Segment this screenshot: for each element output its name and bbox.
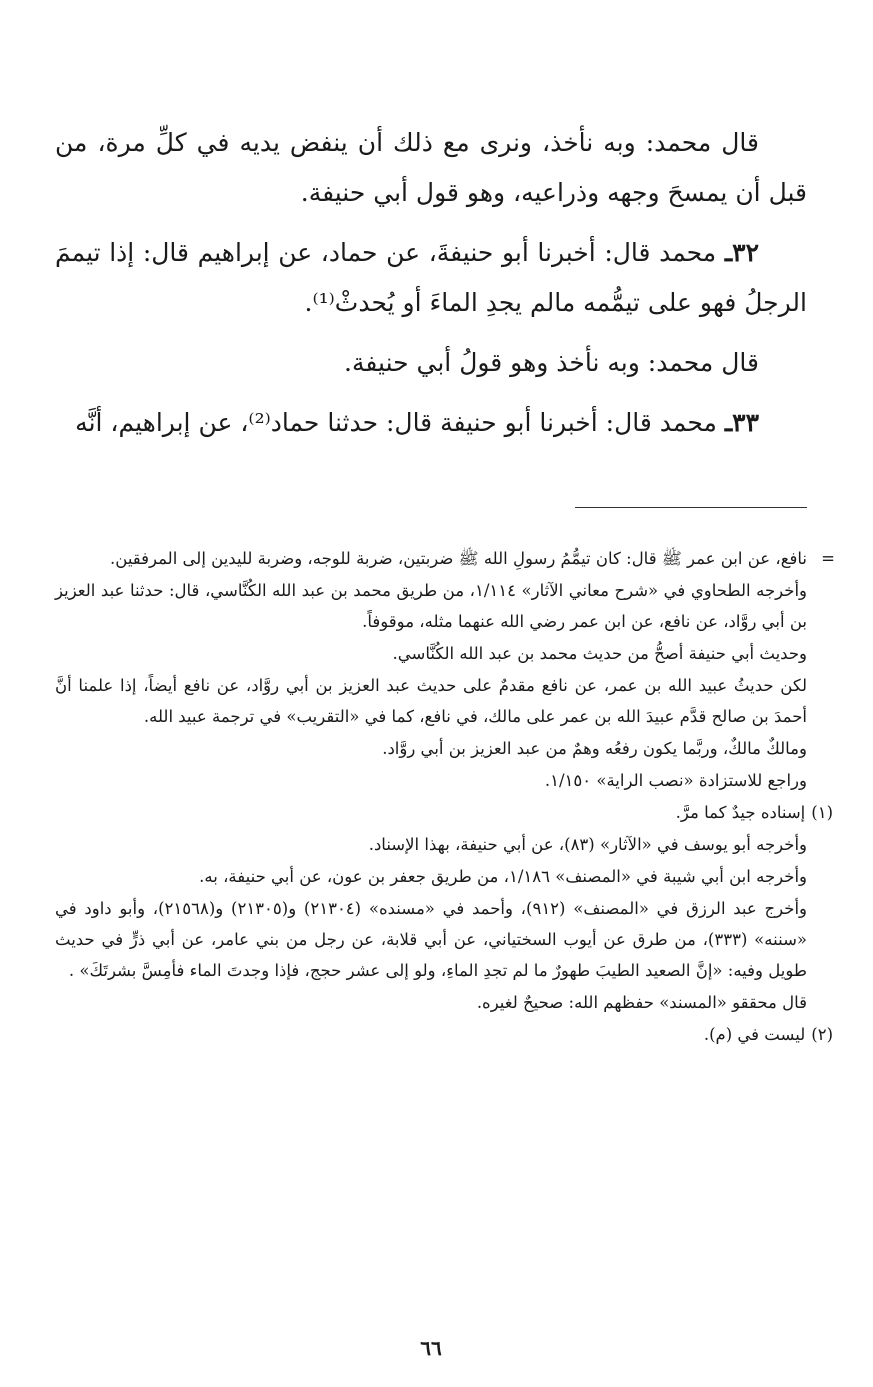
- footnote-line-3: وحديث أبي حنيفة أصحُّ من حديث محمد بن عبد الله الكُنَّاسي.: [392, 644, 807, 663]
- footnotes: [55, 543, 835, 1050]
- paragraph-4-text: محمد قال: أخبرنا أبو حنيفة قال: حدثنا حماد⁽²⁾، عن إبراهيم، أنَّه: [75, 408, 717, 437]
- paragraph-1: قال محمد: وبه نأخذ، ونرى مع ذلك أن ينفض يديه في كلِّ مرة، من قبل أن يمسحَ وجهه وذراعيه، وهو قول أبي حنيفة.: [55, 128, 807, 207]
- footnote-1-line-4: وأخرج عبد الرزق في «المصنف» (٩١٢)، وأحمد في «مسنده» (٢١٣٠٤) و(٢١٣٠٥) و(٢١٥٦٨)، وأبو داود في «سننه» (٣٣٣)، من طرق عن أيوب السختياني، عن أبي قلابة، عن رجل من بني عامر، عن أبي ذرٍّ في حديث طويل وفيه: «إنَّ الصعيد الطيبَ طهورٌ ما لم تجدِ الماءِ، ولو إلى عشر حجج، فإذا وجدتَ الماء فأمِسَّ بشرتَكَ» .: [55, 899, 808, 980]
- footnote-1-line-1: إسناده جيدٌ كما مرَّ.: [675, 803, 806, 822]
- main-text: [55, 118, 807, 448]
- footnote-1-marker: (١): [811, 803, 833, 822]
- footnote-line-5: ومالكٌ مالكٌ، وربَّما يكون رفعُه وهمٌ من عبد العزيز بن أبي روَّاد.: [382, 739, 807, 758]
- footnote-1-line-5: قال محققو «المسند» حفظهم الله: صحيحٌ لغيره.: [476, 993, 807, 1012]
- hadith-number-32: ٣٢ـ: [724, 238, 760, 267]
- footnote-separator: [575, 507, 807, 508]
- paragraph-2: [55, 228, 807, 328]
- paragraph-3: قال محمد: وبه نأخذ وهو قولُ أبي حنيفة.: [344, 348, 759, 377]
- hadith-number-33: ٣٣ـ: [724, 408, 759, 437]
- footnote-2-text: ليست في (م).: [703, 1025, 806, 1044]
- footnote-line-4: لكن حديثُ عبيد الله بن عمر، عن نافع مقدمٌ على حديث عبد العزيز بن أبي روَّاد، عن نافع أيضاً، إذا علمنا أنَّ أحمدَ بن صالح قدَّم عبيدَ الله بن عمر على مالك، في نافع، كما في «التقريب» في ترجمة عبيد الله.: [55, 676, 807, 726]
- paragraph-4: [55, 398, 807, 448]
- footnote-1: [55, 797, 833, 828]
- footnote-line-2: وأخرجه الطحاوي في «شرح معاني الآثار» ١/١١٤، من طريق محمد بن عبد الله الكُنَّاسي، قال: حدثنا عبد العزيز بن أبي روَّاد، عن نافع، عن ابن عمر رضي الله عنهما مثله، موقوفاً.: [55, 581, 807, 631]
- footnote-continued: [55, 543, 835, 574]
- book-page: [55, 118, 835, 1368]
- footnote-line-6: وراجع للاستزادة «نصب الراية» ١/١٥٠.: [544, 771, 807, 790]
- continuation-mark: =: [821, 549, 835, 568]
- paragraph-2-text: محمد قال: أخبرنا أبو حنيفةَ، عن حماد، عن إبراهيم قال: إذا تيممَ الرجلُ فهو على تيمُّمه مالم يجدِ الماءَ أو يُحدثْ⁽¹⁾.: [55, 238, 807, 317]
- footnote-2: [55, 1019, 833, 1050]
- footnote-1-line-3: وأخرجه ابن أبي شيبة في «المصنف» ١/١٨٦، من طريق جعفر بن عون، عن أبي حنيفة، به.: [199, 867, 807, 886]
- footnote-1-line-2: وأخرجه أبو يوسف في «الآثار» (٨٣)، عن أبي حنيفة، بهذا الإسناد.: [368, 835, 807, 854]
- footnote-2-marker: (٢): [811, 1025, 833, 1044]
- page-number: ٦٦: [420, 1336, 442, 1360]
- footnote-line-1: نافع، عن ابن عمر ﷺ قال: كان تيمُّمُ رسولِ الله ﷺ ضربتين، ضربة للوجه، وضربة لليدين إلى المرفقين.: [110, 549, 807, 568]
